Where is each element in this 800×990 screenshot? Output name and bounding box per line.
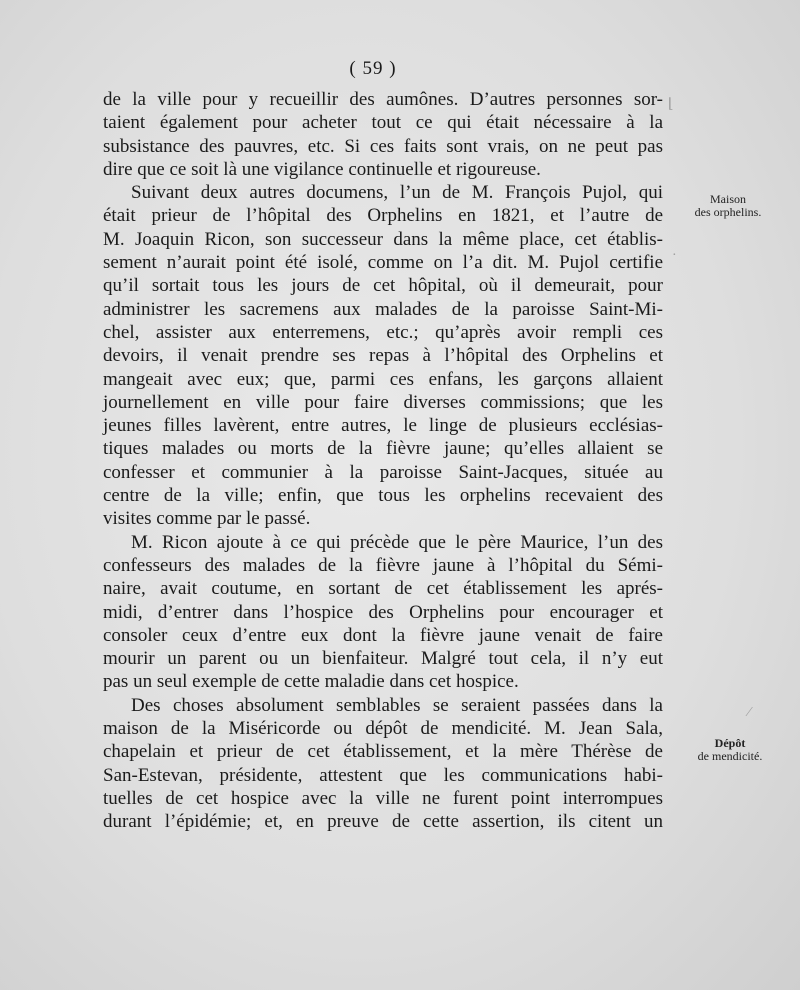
text-line: tuelles de cet hospice avec la ville ne furent point interrompues (103, 787, 663, 809)
text-line: tiques malades ou morts de la fièvre jaune; qu’elles allaient se (103, 438, 663, 460)
margin-note-line: Maison (710, 192, 746, 206)
text-line: chapelain et prieur de cet établissement, et la mère Thérèse de (103, 741, 663, 763)
body-text (103, 88, 663, 834)
text-line: consoler ceux d’entre eux dont la fièvre jaune venait de faire (103, 624, 663, 646)
margin-note-line: Dépôt (714, 736, 746, 750)
text-line: midi, d’entrer dans l’hospice des Orphelins pour encourager et (103, 601, 663, 623)
margin-note-line: des orphelins. (694, 205, 762, 219)
ink-mark: ⁄ (748, 705, 751, 720)
text-line: administrer les sacremens aux malades de la paroisse Saint-Mi- (103, 298, 663, 320)
page-number: ( 59 ) (349, 58, 397, 79)
text-line: subsistance des pauvres, etc. Si ces faits sont vrais, on ne peut pas (103, 135, 663, 157)
text-line: mangeait avec eux; que, parmi ces enfans, les garçons allaient (103, 368, 663, 390)
text-line: pas un seul exemple de cette maladie dans cet hospice. (103, 671, 519, 693)
text-line: M. Joaquin Ricon, son successeur dans la même place, cet établis- (103, 228, 663, 250)
text-line: maison de la Miséricorde ou dépôt de mendicité. M. Jean Sala, (103, 718, 663, 740)
text-line: mourir un parent ou un bienfaiteur. Malgré tout cela, il n’y eut (103, 648, 663, 670)
text-line: taient également pour acheter tout ce qui était nécessaire à la (103, 112, 663, 134)
text-line: confesser et communier à la paroisse Saint-Jacques, située au (103, 461, 663, 483)
text-line: durant l’épidémie; et, en preuve de cette assertion, ils citent un (103, 811, 663, 833)
ink-mark: · (672, 248, 677, 263)
text-line: jeunes filles lavèrent, entre autres, le linge de plusieurs ecclésias- (103, 415, 663, 437)
margin-note-orphelins (678, 193, 778, 219)
margin-note-line: de mendicité. (697, 749, 763, 763)
text-line: dire que ce soit là une vigilance continuelle et rigoureuse. (103, 158, 541, 180)
paragraph-start-line: Suivant deux autres documens, l’un de M. François Pujol, qui (131, 182, 663, 204)
text-line: de la ville pour y recueillir des aumônes. D’autres personnes sor- (103, 89, 663, 110)
paragraph-start-line: Des choses absolument semblables se seraient passées dans la (131, 694, 663, 716)
text-line: naire, avait coutume, en sortant de cet établissement les aprés- (103, 578, 663, 600)
text-line: était prieur de l’hôpital des Orphelins en 1821, et l’autre de (103, 205, 663, 227)
text-line: centre de la ville; enfin, que tous les orphelins recevaient des (103, 485, 663, 507)
text-line: journellement en ville pour faire diverses commissions; que les (103, 391, 663, 413)
text-line: chel, assister aux enterremens, etc.; qu’après avoir rempli ces (103, 321, 663, 343)
text-line: sement n’aurait point été isolé, comme on l’a dit. M. Pujol certifie (103, 252, 663, 274)
margin-note-depot (675, 737, 785, 763)
text-line: qu’il sortait tous les jours de cet hôpital, où il demeurait, pour (103, 275, 663, 297)
text-line: devoirs, il venait prendre ses repas à l’hôpital des Orphelins et (103, 345, 663, 367)
ink-mark: ⌊ (668, 97, 674, 112)
paragraph-start-line: M. Ricon ajoute à ce qui précède que le père Maurice, l’un des (131, 531, 663, 553)
text-line: confesseurs des malades de la fièvre jaune à l’hôpital du Sémi- (103, 554, 663, 576)
text-line: San-Estevan, présidente, attestent que les communications habi- (103, 764, 663, 786)
text-line: visites comme par le passé. (103, 508, 311, 530)
